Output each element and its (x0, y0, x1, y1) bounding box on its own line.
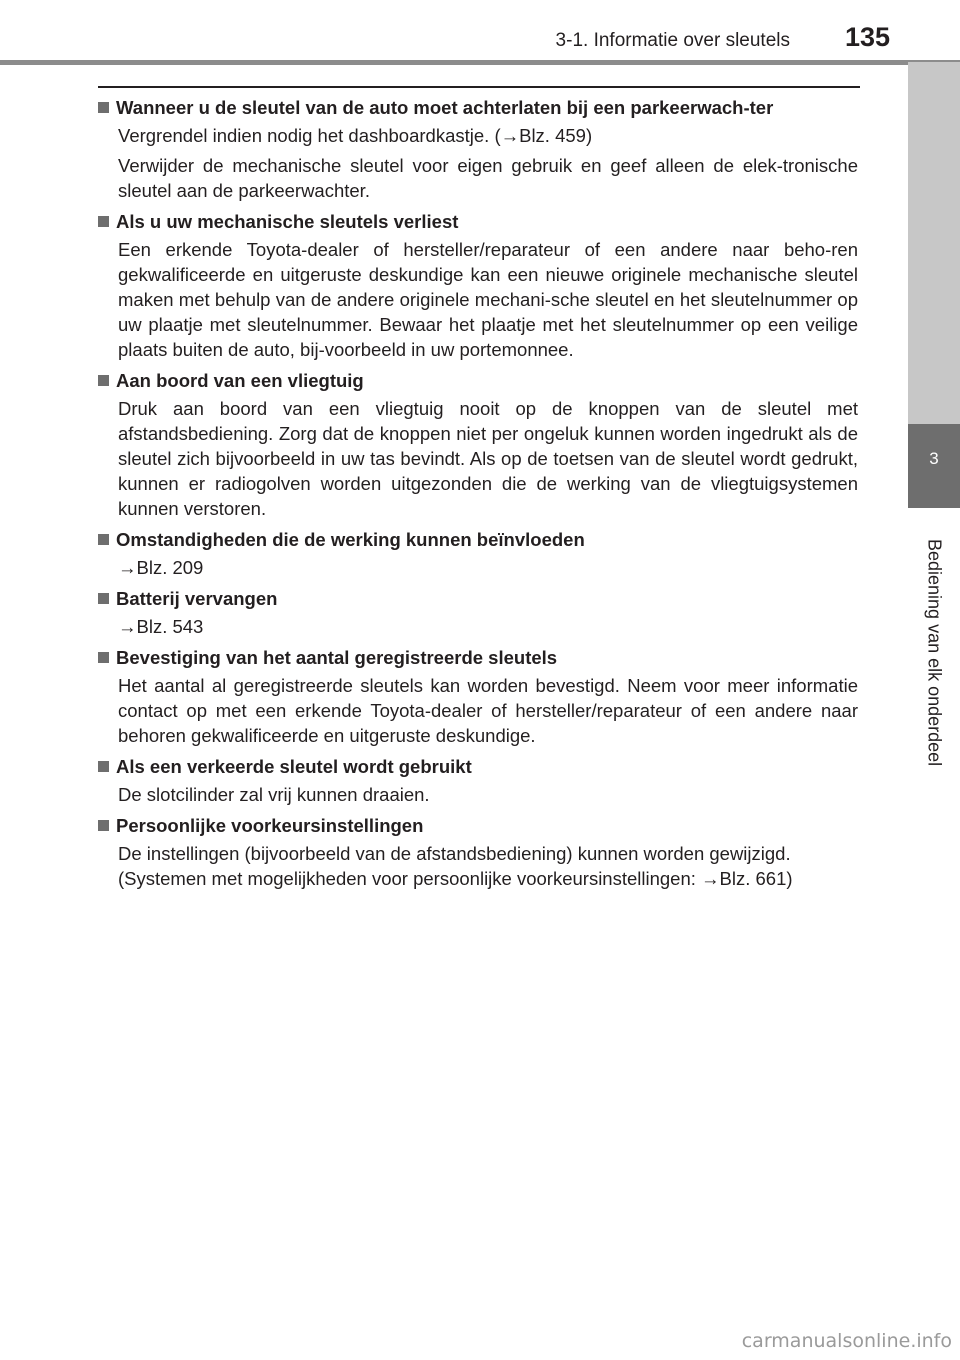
square-bullet-icon (98, 375, 109, 386)
page-reference: →Blz. 209 (118, 557, 204, 578)
section-heading: Bevestiging van het aantal geregistreerde sleutels (116, 647, 558, 668)
section-heading: Wanneer u de sleutel van de auto moet achterlaten bij een parkeerwach-ter (116, 97, 774, 118)
paragraph: Vergrendel indien nodig het dashboardkastje. (→Blz. 459) (118, 125, 593, 146)
paragraph: De instellingen (bijvoorbeeld van de afstandsbediening) kunnen worden gewijzigd. (118, 843, 791, 864)
square-bullet-icon (98, 820, 109, 831)
paragraph: Druk aan boord van een vliegtuig nooit op de knoppen van de sleutel met afstandsbediening. Zorg dat de knoppen niet per ongeluk kunnen worden ingedrukt als de sleutel zich bijvoorbeeld in uw tas bevindt. Als op de toetsen van de sleutel wordt gedrukt, kunnen er radiogolven worden uitgezonden die de werking van de vliegtuigsystemen kunnen verstoren. (118, 398, 858, 519)
section-title: 3-1. Informatie over sleutels (555, 30, 790, 51)
square-bullet-icon (98, 652, 109, 663)
paragraph: Verwijder de mechanische sleutel voor eigen gebruik en geef alleen de elek-tronische sleutel aan de parkeerwachter. (118, 155, 858, 201)
section-lost-keys (98, 209, 858, 362)
section-conditions (98, 527, 858, 580)
page-reference: →Blz. 543 (118, 616, 204, 637)
section-heading: Persoonlijke voorkeursinstellingen (116, 815, 424, 836)
section-heading: Als u uw mechanische sleutels verliest (116, 211, 459, 232)
section-registered-keys (98, 645, 858, 748)
paragraph: Het aantal al geregistreerde sleutels kan worden bevestigd. Neem voor meer informatie contact op met een erkende Toyota-dealer of hersteller/reparateur of een andere naar behoren gekwalificeerde en uitgeruste deskundige. (118, 675, 858, 746)
paragraph: Een erkende Toyota-dealer of hersteller/reparateur of een andere naar beho-ren gekwalificeerde en uitgeruste deskundige kan een nieuwe originele mechanische sleutel maken met behulp van de andere originele mechani-sche sleutel en het sleutelnummer op uw plaatje met sleutelnummer. Bewaar het plaatje met het sleutelnummer op een veilige plaats buiten de auto, bij-voorbeeld in uw portemonnee. (118, 239, 858, 360)
top-rule (98, 86, 860, 88)
square-bullet-icon (98, 534, 109, 545)
section-heading: Batterij vervangen (116, 588, 278, 609)
section-valet (98, 95, 858, 203)
section-heading: Aan boord van een vliegtuig (116, 370, 364, 391)
square-bullet-icon (98, 593, 109, 604)
section-heading: Als een verkeerde sleutel wordt gebruikt (116, 756, 472, 777)
header-bar (0, 60, 960, 65)
paragraph: (Systemen met mogelijkheden voor persoonlijke voorkeursinstellingen: →Blz. 661) (118, 868, 793, 889)
chapter-label-tab (908, 508, 960, 798)
chapter-number-tab: 3 (908, 424, 960, 508)
section-customization (98, 813, 858, 891)
section-wrong-key (98, 754, 858, 807)
square-bullet-icon (98, 102, 109, 113)
paragraph: De slotcilinder zal vrij kunnen draaien. (118, 784, 430, 805)
section-battery (98, 586, 858, 639)
section-heading: Omstandigheden die de werking kunnen beïnvloeden (116, 529, 585, 550)
content (98, 95, 858, 897)
section-airplane (98, 368, 858, 521)
side-tab-top (908, 62, 960, 424)
square-bullet-icon (98, 216, 109, 227)
chapter-label: Bediening van elk onderdeel (924, 539, 945, 767)
square-bullet-icon (98, 761, 109, 772)
page-header (0, 0, 960, 64)
page-number: 135 (844, 22, 890, 52)
watermark: carmanualsonline.info (741, 1330, 952, 1352)
